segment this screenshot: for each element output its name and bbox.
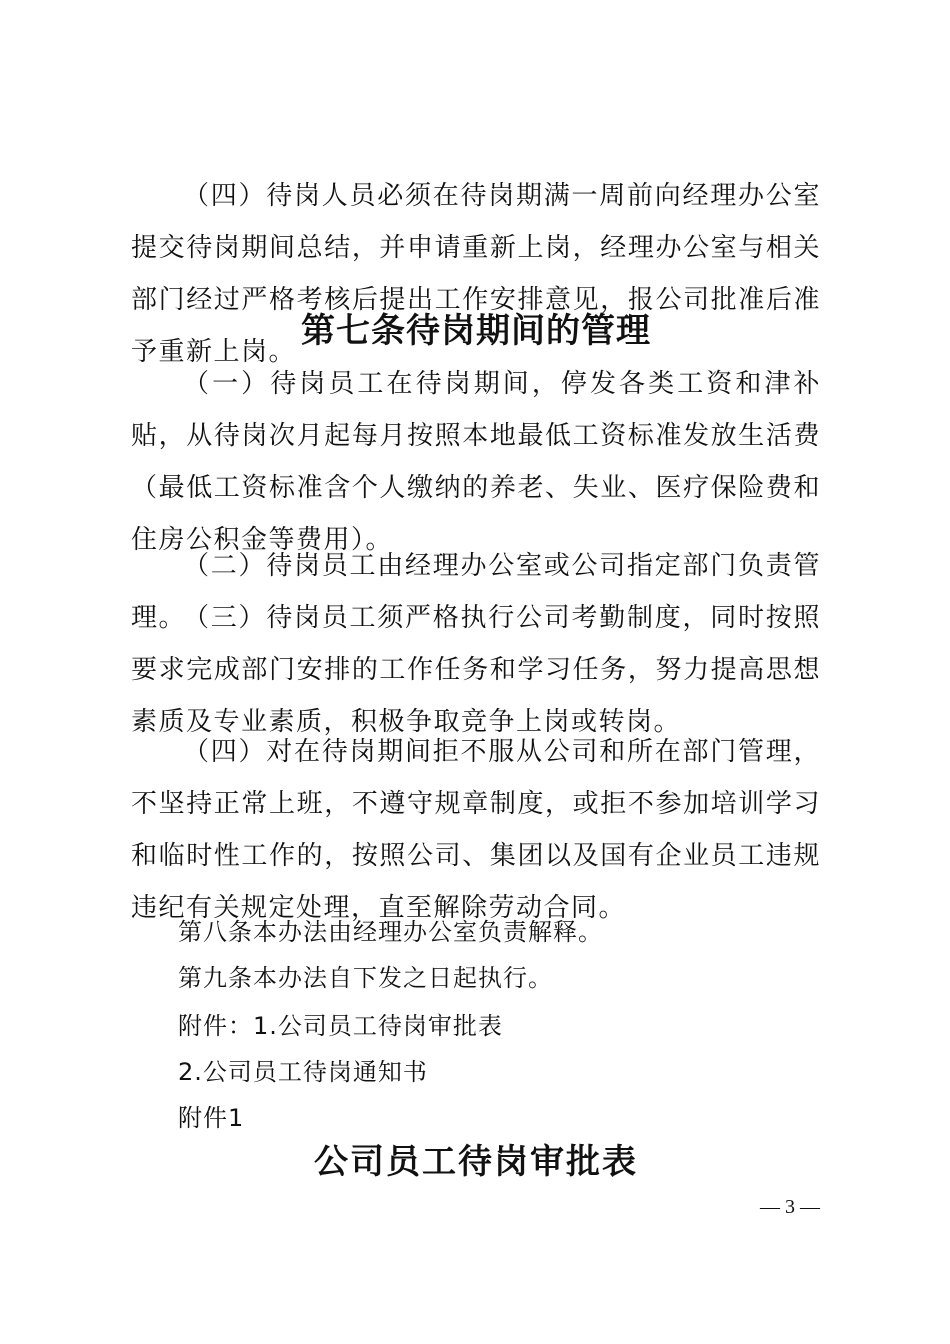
paragraph-section6-item4: （四）待岗人员必须在待岗期满一周前向经理办公室提交待岗期间总结，并申请重新上岗，经理办公室与相关部门经过严格考核后提出工作安排意见，报公司批准后准予重新上岗。 [131,181,821,367]
section8-text: 第八条本办法由经理办公室负责解释。 [178,918,603,946]
section9-text: 第九条本办法自下发之日起执行。 [178,964,553,992]
annex-label: 附件1 [178,1104,245,1132]
section7-heading: 第七条待岗期间的管理 [301,311,651,351]
paragraph-section7-item2: （二）待岗员工由经理办公室或公司指定部门负责管理。 [131,551,821,633]
paragraph-section7-item1: （一）待岗员工在待岗期间，停发各类工资和津补贴，从待岗次月起每月按照本地最低工资标准发放生活费（最低工资标准含个人缴纳的养老、失业、医疗保险费和住房公积金等费用）。 [131,369,821,555]
attachment-line-2: 2.公司员工待岗通知书 [178,1058,428,1086]
page-number: — 3 — [760,1196,820,1218]
paragraph-section7-item4: （四）对在待岗期间拒不服从公司和所在部门管理，不坚持正常上班，不遵守规章制度，或拒不参加培训学习和临时性工作的，按照公司、集团以及国有企业员工违规违纪有关规定处理，直至解除劳动合同。 [131,737,821,923]
annex-title: 公司员工待岗审批表 [314,1142,638,1182]
attachment-line-1: 附件：1.公司员工待岗审批表 [178,1012,503,1040]
paragraph-section7-item3: （三）待岗员工须严格执行公司考勤制度，同时按照要求完成部门安排的工作任务和学习任务，努力提高思想素质及专业素质，积极争取竞争上岗或转岗。 [131,603,821,737]
